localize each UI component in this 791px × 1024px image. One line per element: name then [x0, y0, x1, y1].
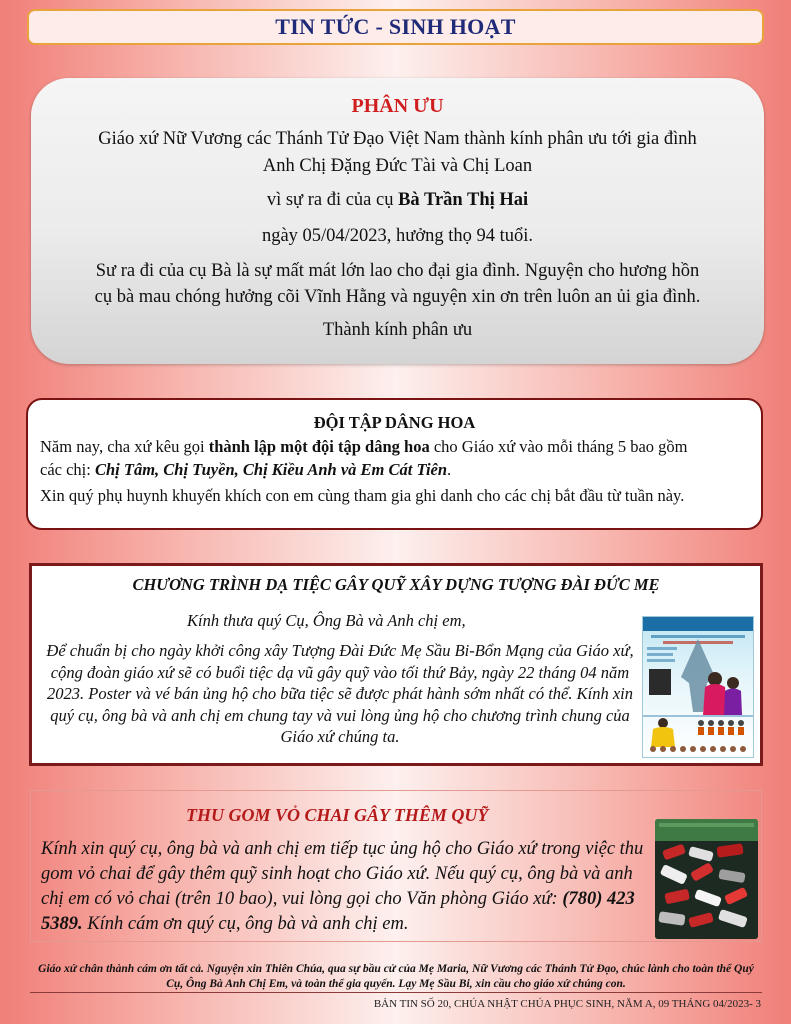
flower-team-title: ĐỘI TẬP DÂNG HOA: [313, 413, 476, 432]
condolence-closing: Thành kính phân ưu: [322, 320, 473, 340]
condolence-line-6: cụ bà mau chóng hưởng cõi Vĩnh Hằng và nguyện xin ơn trên luôn an ủi gia đình.: [94, 287, 701, 307]
footer-divider: [30, 992, 762, 993]
flower-team-card: [26, 398, 763, 530]
bottle-collection-body: [41, 837, 651, 937]
gala-poster-illustration: [643, 617, 753, 757]
flower-team-members: Chị Tâm, Chị Tuyền, Chị Kiều Anh và Em Cát Tiên: [94, 460, 448, 479]
condolence-title: PHÂN ƯU: [351, 95, 444, 117]
section-header: [27, 9, 764, 45]
condolence-date-line: ngày 05/04/2023, hưởng thọ 94 tuổi.: [261, 226, 534, 246]
gala-poster-image: [642, 616, 754, 758]
bottle-collection-body-prefix: Kính xin quý cụ, ông bà và anh chị em tiếp tục ủng hộ cho Giáo xứ trong việc thu gom vỏ chai để gây thêm quỹ sinh hoạt cho Giáo xứ. Nếu quý cụ, ông bà và anh chị em có vỏ chai (trên 10 bao), vui lòng gọi cho Văn phòng Giáo xứ:: [41, 839, 644, 909]
flower-team-line-2-suffix: .: [447, 460, 452, 479]
issue-footer: BẢN TIN SỐ 20, CHÚA NHẬT CHÚA PHỤC SINH, NĂM A, 09 THÁNG 04/2023- 3: [373, 998, 761, 1010]
deceased-name: Bà Trần Thị Hai: [398, 190, 529, 210]
fundraiser-body: Để chuẩn bị cho ngày khởi công xây Tượng Đài Đức Mẹ Sầu Bi-Bổn Mạng của Giáo xứ, cộng đoàn giáo xứ sẽ có buổi tiệc dạ vũ gây quỹ vào tối thứ Bảy, ngày 22 tháng 04 năm 2023. Poster và vé bán ủng hộ cho bữa tiệc sẽ được phát hành sớm nhất có thể. Kính xin quý cụ, ông bà và anh chị em chung tay và vui lòng ủng hộ cho chương trình chung của Giáo xứ chúng ta.: [46, 641, 634, 746]
parish-office-phone: (780) 423 5389.: [41, 889, 635, 934]
footer-blessing: Giáo xứ chân thành cám ơn tất cả. Nguyện xin Thiên Chúa, qua sự bầu cử của Mẹ Maria, Nữ Vương các Thánh Tử Đạo, chúc lành cho toàn thể Quý Cụ, Ông Bà Anh Chị Em, và toàn thể gia quyến. Lạy Mẹ Sầu Bi, xin cầu cho giáo xứ chúng con.: [38, 963, 754, 990]
section-title: TIN TỨC - SINH HOẠT: [275, 14, 516, 39]
flower-team-highlight: thành lập một đội tập dâng hoa: [208, 437, 430, 456]
fundraiser-gala-title: CHƯƠNG TRÌNH DẠ TIỆC GÂY QUỸ XÂY DỰNG TƯỢNG ĐÀI ĐỨC MẸ: [132, 575, 660, 594]
condolence-line-3: [31, 188, 764, 213]
flower-team-line-2-prefix: các chị:: [40, 460, 95, 479]
bottle-collection-body-suffix: Kính cám ơn quý cụ, ông bà và anh chị em.: [82, 914, 409, 934]
fundraiser-greeting: Kính thưa quý Cụ, Ông Bà và Anh chị em,: [187, 611, 466, 630]
condolence-line-5: Sư ra đi của cụ Bà là sự mất mát lớn lao cho đại gia đình. Nguyện cho hương hồn: [95, 261, 700, 281]
bottle-collection-card: [30, 790, 762, 942]
condolence-line-2: Anh Chị Đặng Đức Tài và Chị Loan: [262, 156, 533, 176]
fundraiser-gala-card: [29, 563, 763, 766]
flower-team-line-3: Xin quý phụ huynh khuyến khích con em cùng tham gia ghi danh cho các chị bắt đầu từ tuần này.: [40, 486, 685, 505]
condolence-card: [31, 78, 764, 364]
bottle-bin-image: [655, 819, 758, 939]
flower-team-line-1: [40, 436, 753, 458]
bottle-bin-illustration: [655, 819, 758, 939]
bottle-collection-title: THU GOM VỎ CHAI GÂY THÊM QUỸ: [186, 805, 489, 825]
flower-team-line-2: [40, 459, 753, 481]
flower-team-line-1-prefix: Năm nay, cha xứ kêu gọi: [40, 437, 209, 456]
condolence-line-3-prefix: vì sự ra đi của cụ: [266, 190, 399, 210]
flower-team-line-1-suffix: cho Giáo xứ vào mỗi tháng 5 bao gồm: [429, 437, 688, 456]
condolence-line-1: Giáo xứ Nữ Vương các Thánh Tử Đạo Việt Nam thành kính phân ưu tới gia đình: [98, 129, 697, 149]
